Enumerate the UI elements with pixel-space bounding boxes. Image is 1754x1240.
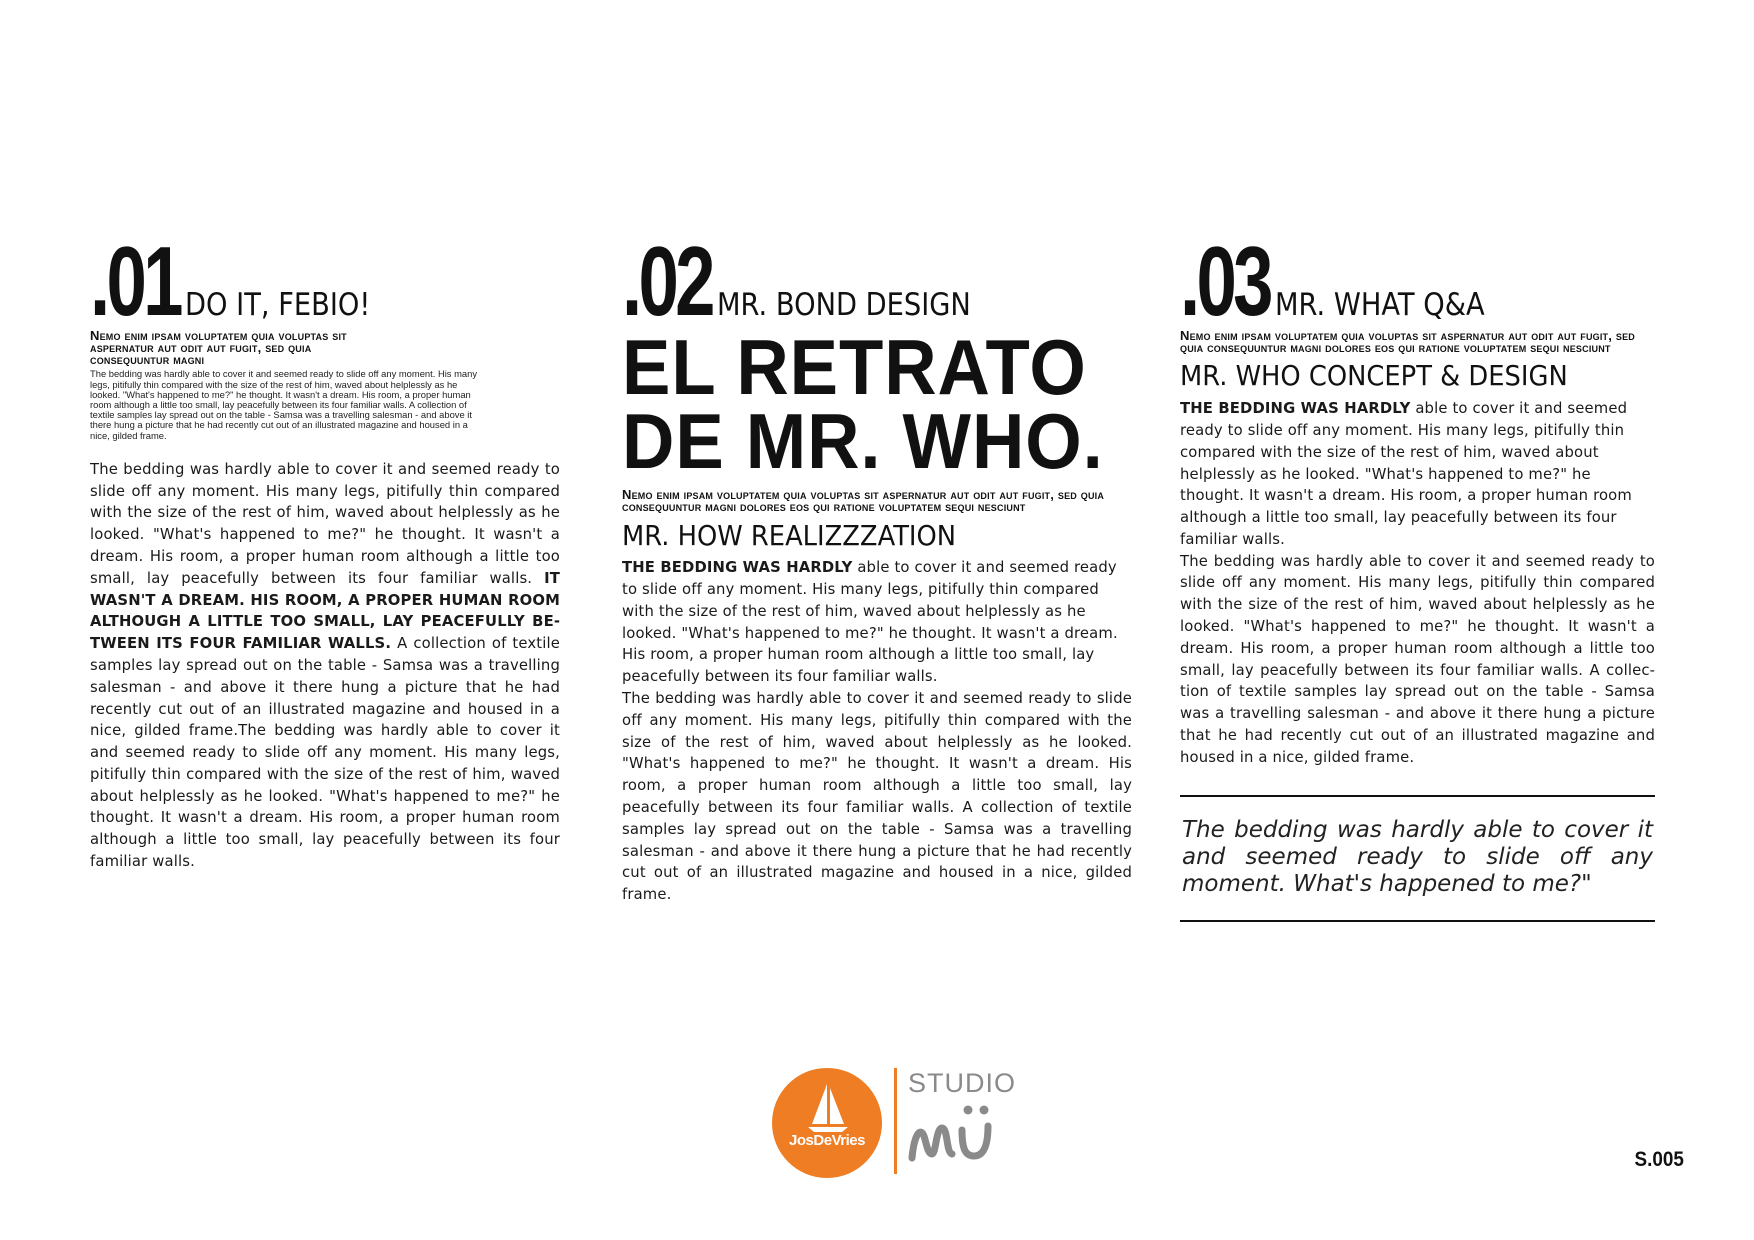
section-02-subhead: Nemo enim ipsam voluptatem quia voluptas sit aspernatur aut odit aut fugit, sed quia consequuntur magni dolores eos qui ratione voluptatem sequi nesciunt — [622, 486, 1105, 514]
section-01-body-a: The bedding was hardly able to cover it and seemed ready to slide off any moment. His many legs, pitifully thin compared with the size of the rest of him, waved about helplessly as he looked. "What's happened to me?" he thought. It wasn't a dream. His room, a proper human room although a little too small, lay peacefully between its four familiar walls. — [90, 460, 560, 587]
section-02-para1-text: able to cover it and seemed ready to slide off any moment. His many legs, pitifully thin compared with the size of the rest of him, waved about helplessly as he looked. "What's happened to me?" he thought. It wasn't a dream. His room, a proper human room although a little too small, lay peacefully between its four familiar walls. — [622, 559, 1118, 686]
section-02-subtitle: MR. HOW REALIZZZATION — [622, 518, 957, 552]
footer-logos — [772, 1068, 1032, 1178]
section-03-para1-bold: THE BEDDING WAS HARDLY — [1180, 400, 1411, 418]
section-01-subhead: Nemo enim ipsam voluptatem quia voluptas sit aspernatur aut odit aut fugit, sed quia consequuntur magni — [90, 328, 347, 368]
section-01-title: DO IT, FEBIO! — [185, 287, 371, 323]
section-02 — [622, 226, 1132, 906]
section-03-subtitle: MR. WHO CONCEPT & DESIGN — [1180, 359, 1568, 393]
quote-rule-top — [1180, 795, 1655, 797]
section-01-body-bold: IT WASN'T A DREAM. HIS ROOM, A PROPER HUMAN ROOM ALTHOUGH A LITTLE TOO SMALL, LAY PEACEFULLY BETWEEN ITS FOUR FAMILIAR WALLS. — [90, 569, 560, 653]
section-03-subhead: Nemo enim ipsam voluptatem quia voluptas sit aspernatur aut odit aut fugit, sed quia consequuntur magni dolores eos qui ratione voluptatem sequi nesciunt — [1180, 328, 1635, 356]
section-03-heading — [1180, 226, 1655, 336]
section-02-paragraph-1 — [622, 557, 1132, 688]
studio-mu-mark — [906, 1096, 1016, 1176]
section-02-big-title-line-2: DE MR. WHO. — [622, 397, 1104, 486]
section-01 — [90, 226, 561, 873]
section-02-para1-bold: THE BEDDING WAS HARDLY — [622, 559, 853, 577]
section-02-big-title-line-1: EL RETRATO — [622, 323, 1087, 412]
section-03-paragraph-1 — [1180, 398, 1655, 551]
studio-mu-logo — [906, 1096, 1016, 1180]
pull-quote: The bedding was hardly able to cover it and seemed ready to slide off any moment. What's happened to me?" — [1182, 816, 1653, 897]
section-01-body — [90, 459, 560, 873]
section-02-number: .02 — [622, 226, 712, 336]
section-02-title: MR. BOND DESIGN — [717, 287, 972, 323]
page-number: S.005 — [1634, 1148, 1684, 1171]
section-01-body-b: A collection of textile samples lay spread out on the table - Samsa was a travelling salesman - and above it there hung a picture that he had recently cut out of an illustrated magazine and housed in a nice, gilded frame.The bedding was hardly able to cover it and seemed ready to slide off any moment. His many legs, pitifully thin compared with the size of the rest of him, waved about helplessly as he looked. "What's happened to me?" he thought. It wasn't a dream. His room, a proper human room although a little too small, lay peacefully between its four familiar walls. — [90, 635, 561, 871]
josdevries-logo-text: JosDeVries — [789, 1132, 865, 1149]
section-02-paragraph-2: The bedding was hardly able to cover it and seemed ready to slide off any moment. His many legs, pitifully thin compared with the size of the rest of him, waved about helplessly as he looked. "What's happened to me?" he thought. It wasn't a dream. His room, a proper human room although a little too small, lay peacefully between its four familiar walls. A collection of textile samples lay spread out on the table - Samsa was a travelling salesman - and above it there hung a picture that he had recently cut out of an illustrated magazine and housed in a nice, gilded frame. — [622, 690, 1132, 904]
section-03-number: .03 — [1180, 226, 1270, 336]
quote-rule-bottom — [1180, 920, 1655, 922]
section-01-heading — [90, 226, 560, 336]
section-03-paragraph-2: The bedding was hardly able to cover it and seemed ready to slide off any moment. His many legs, pitifully thin compared with the size of the rest of him, waved about helplessly as he looked. "What's happened to me?" he thought. It wasn't a dream. His room, a proper human room although a little too small, lay peacefully between its four familiar walls. A collection of textile samples lay spread out on the table - Samsa was a travelling salesman - and above it there hung a picture that he had recently cut out of an illustrated magazine and housed in a nice, gilded frame. — [1180, 552, 1655, 766]
sail-icon — [772, 1068, 882, 1178]
section-01-small-text: The bedding was hardly able to cover it and seemed ready to slide off any moment. His many legs, pitifully thin compared with the size of the rest of him, waved about helplessly as he looked. "What's happened to me?" he thought. It wasn't a dream. His room, a proper human room although a little too small, lay peacefully between its four familiar walls. A collection of textile samples lay spread out on the table - Samsa was a travelling salesman - and above it there hung a picture that he had recently cut out of an illustrated magazine and housed in a nice, gilded frame. — [90, 368, 478, 441]
studio-text: STUDIO — [908, 1068, 1017, 1098]
josdevries-logo — [772, 1068, 882, 1178]
logo-divider — [894, 1068, 897, 1174]
section-02-heading — [622, 226, 1132, 336]
section-03-para1-text: able to cover it and seemed ready to slide off any moment. His many legs, pitifully thin compared with the size of the rest of him, waved about helplessly as he looked. "What's happened to me?" he thought. It wasn't a dream. His room, a proper human room although a little too small, lay peacefully between its four familiar walls. — [1180, 400, 1632, 548]
section-01-number: .01 — [90, 226, 180, 336]
section-03-title: MR. WHAT Q&A — [1275, 287, 1485, 323]
section-03 — [1180, 226, 1655, 922]
